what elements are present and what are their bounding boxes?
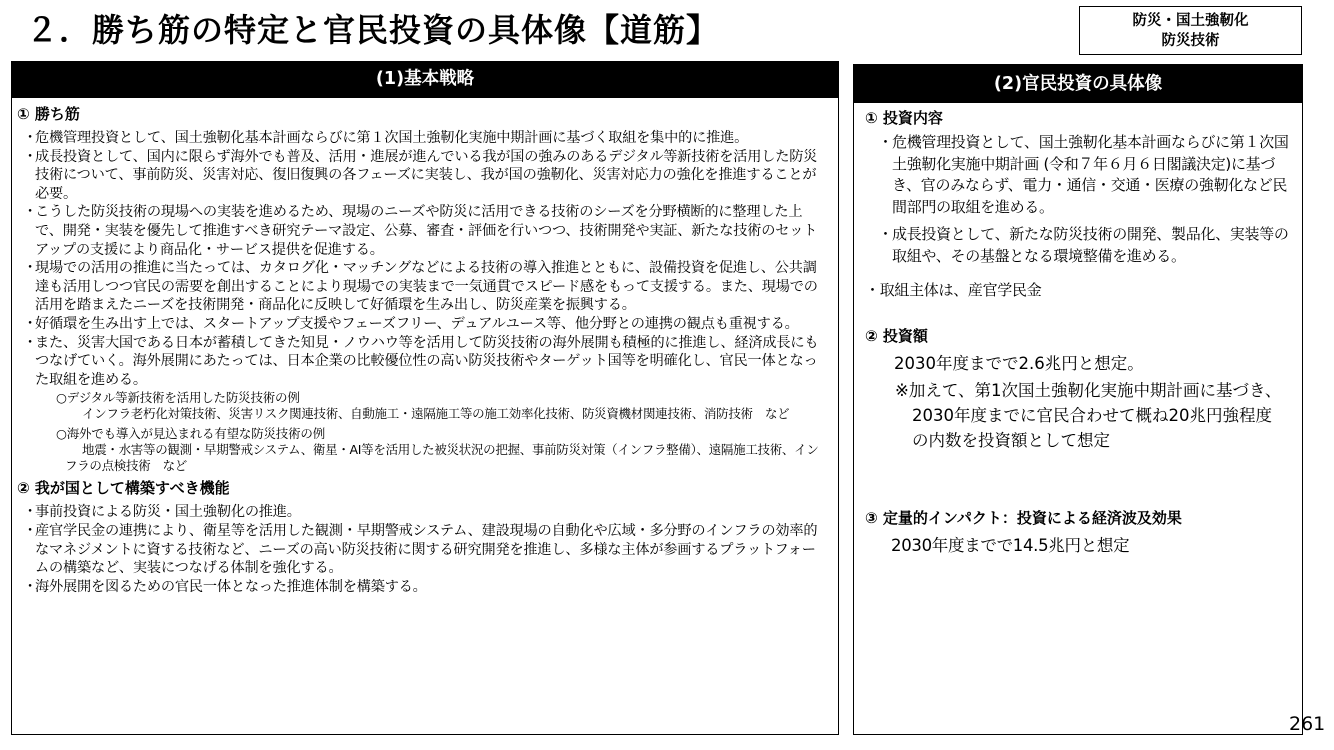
list-item: ・成長投資として、新たな防災技術の開発、製品化、実装等の取組や、その基盤となる環境整備を進める。 — [878, 225, 1289, 265]
list-item: ・危機管理投資として、国土強靭化基本計画ならびに第１次国土強靭化実施中期計画に基づく取組を集中的に推進。 — [23, 130, 749, 146]
economic-impact-value: 2030年度までで14.5兆円と想定 — [891, 535, 1130, 555]
investment-amount-value: 2030年度までで2.6兆円と想定。 — [894, 353, 1144, 373]
list-item: ・産官学民金の連携により、衛星等を活用した観測・早期警戒システム、建設現場の自動化や広域・多分野のインフラの効率的なマネジメントに資する技術など、ニーズの高い防災技術に関する研究開発を推進し、多様な主体が参画するプラットフォームの構築など、実装につなげる体制を強化する。 — [23, 522, 818, 577]
basic-strategy-header: (1)基本戦略 — [12, 62, 838, 98]
list-item: ・また、災害大国である日本が蓄積してきた知見・ノウハウ等を活用して防災技術の海外展開も積極的に推進し、経済成長にもつなげていく。海外展開にあたっては、日本企業の比較優位性の高い防災技術やターゲット国等を明確化し、官民一体となった取組を進める。 — [23, 334, 819, 388]
list-item: ・こうした防災技術の現場への実装を進めるため、現場のニーズや防災に活用できる技術のシーズを分野横断的に整理した上で、開発・実装を優先して推進すべき研究テーマ設定、公募、審査・評価を行いつつ、技術開発や実証、新たな技術のセットアップの支援により商品化・サービス提供を促進する。 — [23, 204, 818, 258]
required-functions-heading: ② 我が国として構築すべき機能 — [17, 479, 230, 498]
public-private-investment-panel — [853, 64, 1303, 735]
investment-content-heading: ① 投資内容 — [865, 109, 943, 127]
required-functions-list — [12, 503, 838, 596]
investment-body — [854, 103, 1302, 558]
page-number: 261 — [1289, 713, 1326, 735]
basic-strategy-panel — [11, 61, 839, 735]
digital-tech-examples-body: インフラ老朽化対策技術、災害リスク関連技術、自動施工・遠隔施工等の施工効率化技術、防災資機材関連技術、消防技術 など — [82, 406, 790, 422]
category-line-1: 防災・国土強靭化 — [1132, 12, 1249, 29]
list-item: ・成長投資として、国内に限らず海外でも普及、活用・進展が進んでいる我が国の強みのあるデジタル等新技術を活用した防災技術について、事前防災、災害対応、復旧復興の各フェーズに実装し、我が国の強靭化、災害対応力の強化を推進することが必要。 — [23, 148, 818, 202]
digital-tech-examples — [12, 390, 838, 422]
investment-amount-heading: ② 投資額 — [865, 326, 928, 345]
list-item: ・現場での活用の推進に当たっては、カタログ化・マッチングなどによる技術の導入推進とともに、設備投資を促進し、公共調達も活用しつつ官民の需要を創出することにより現場での実装まで一気通貫でスピード感をもって支援する。また、現場での活用を踏まえたニーズを技術開発・商品化に反映して好循環を生み出し、防災産業を振興する。 — [23, 260, 818, 314]
investment-header: (2)官民投資の具体像 — [854, 65, 1302, 103]
page-title: ２．勝ち筋の特定と官民投資の具体像【道筋】 — [26, 11, 720, 49]
overseas-tech-examples-body: 地震・水害等の観測・早期警戒システム、衛星・AI等を活用した被災状況の把握、事前防災対策（インフラ整備）、遠隔施工技術、インフラの点検技術 など — [65, 442, 819, 474]
list-item: ・好循環を生み出す上では、スタートアップ支援やフェーズフリー、デュアルユース等、他分野との連携の観点も重視する。 — [23, 315, 799, 332]
category-line-2: 防災技術 — [1161, 32, 1220, 49]
category-badge — [1079, 6, 1302, 55]
overseas-tech-examples-heading: ○海外でも導入が見込まれる有望な防災技術の例 — [56, 426, 326, 442]
digital-tech-examples-heading: ○デジタル等新技術を活用した防災技術の例 — [56, 390, 300, 406]
economic-impact-heading: ③ 定量的インパクト：投資による経済波及効果 — [865, 508, 1182, 527]
winning-path-list — [12, 129, 838, 389]
overseas-tech-examples — [12, 426, 838, 474]
investment-actors: ・取組主体は、産官学民金 — [865, 281, 1042, 299]
investment-content-list — [854, 132, 1302, 267]
list-item: ・事前投資による防災・国土強靭化の推進。 — [23, 504, 301, 521]
list-item: ・危機管理投資として、国土強靭化基本計画ならびに第１次国土強靭化実施中期計画 (令和７年６月６日閣議決定)に基づき、官のみならず、電力・通信・交通・医療の強靭化など民間部門の取組を進める。 — [878, 133, 1289, 216]
list-item: ・海外展開を図るための官民一体となった推進体制を構築する。 — [23, 578, 427, 595]
investment-amount-note: ※加えて、第1次国土強靭化実施中期計画に基づき、2030年度までに官民合わせて概ね20兆円強程度の内数を投資額として想定 — [895, 380, 1282, 450]
basic-strategy-body — [12, 104, 838, 596]
winning-path-heading: ① 勝ち筋 — [17, 105, 80, 123]
